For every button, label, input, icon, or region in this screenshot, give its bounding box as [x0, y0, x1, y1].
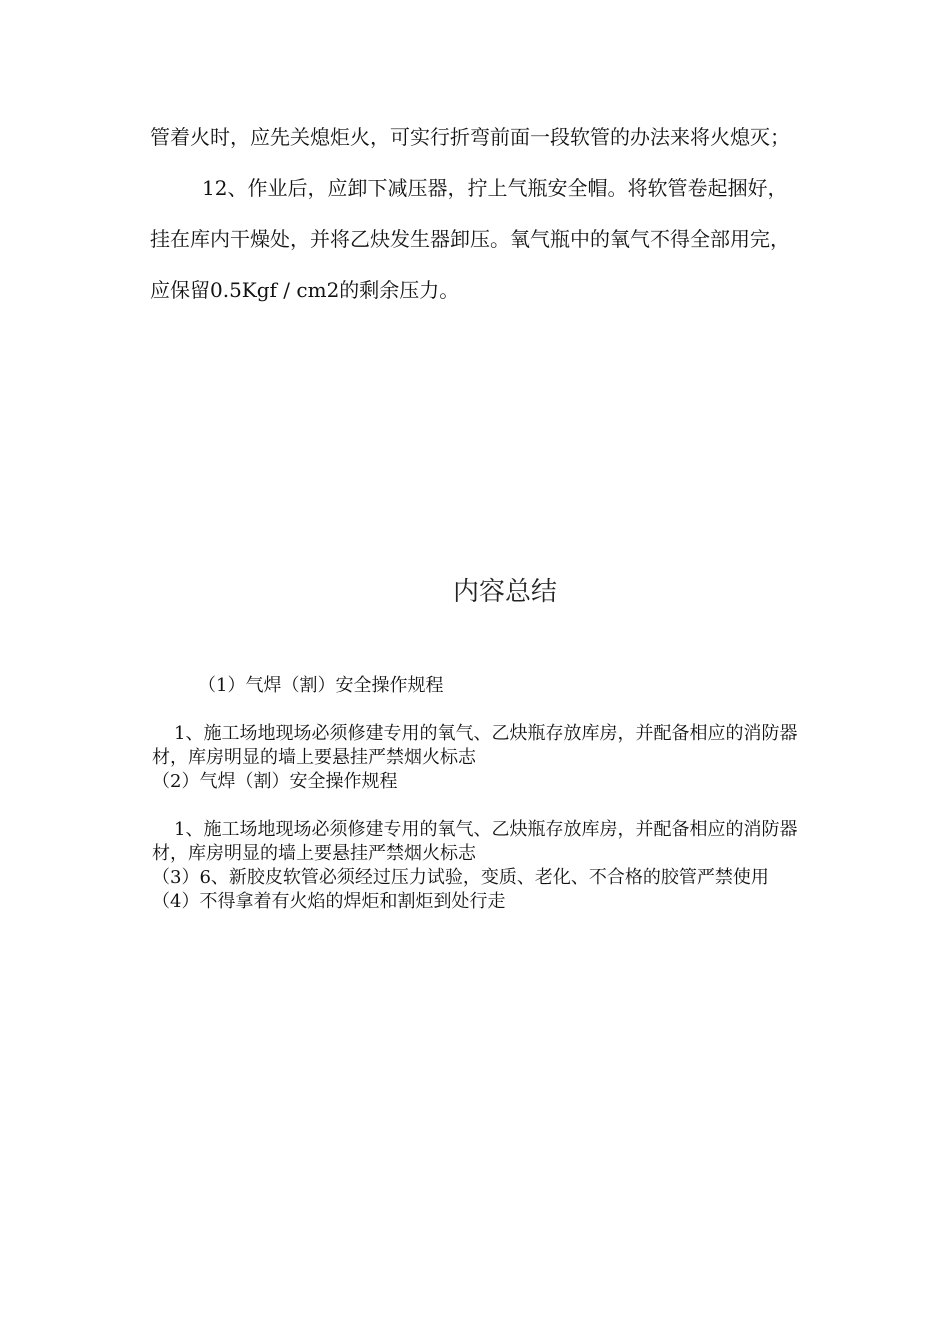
summary-content: [152, 674, 802, 914]
summary-line-4: （4）不得拿着有火焰的焊炬和割炬到处行走: [152, 891, 506, 912]
paragraph-after-work: 12、作业后，应卸下减压器，拧上气瓶安全帽。将软管卷起捆好，挂在库内干燥处，并将乙炔发生器卸压。氧气瓶中的氧气不得全部用完，应保留0.5Kgf / cm2的剩余压力。: [150, 176, 790, 302]
summary-line-3: （3）6、新胶皮软管必须经过压力试验，变质、老化、不合格的胶管严禁使用: [152, 867, 769, 888]
summary-heading-1: （1）气焊（割）安全操作规程: [198, 675, 444, 696]
summary-item-1: 1、施工场地现场必须修建专用的氧气、乙炔瓶存放库房，并配备相应的消防器材，库房明显的墙上要悬挂严禁烟火标志: [152, 723, 798, 768]
paragraph-hose-fire: 管着火时，应先关熄炬火，可实行折弯前面一段软管的办法来将火熄灭；: [150, 125, 790, 149]
summary-title: 内容总结: [452, 577, 557, 607]
summary-item-2: 1、施工场地现场必须修建专用的氧气、乙炔瓶存放库房，并配备相应的消防器材，库房明显的墙上要悬挂严禁烟火标志: [152, 819, 798, 864]
body-text: [150, 112, 802, 316]
summary-heading-2: （2）气焊（割）安全操作规程: [152, 771, 398, 792]
